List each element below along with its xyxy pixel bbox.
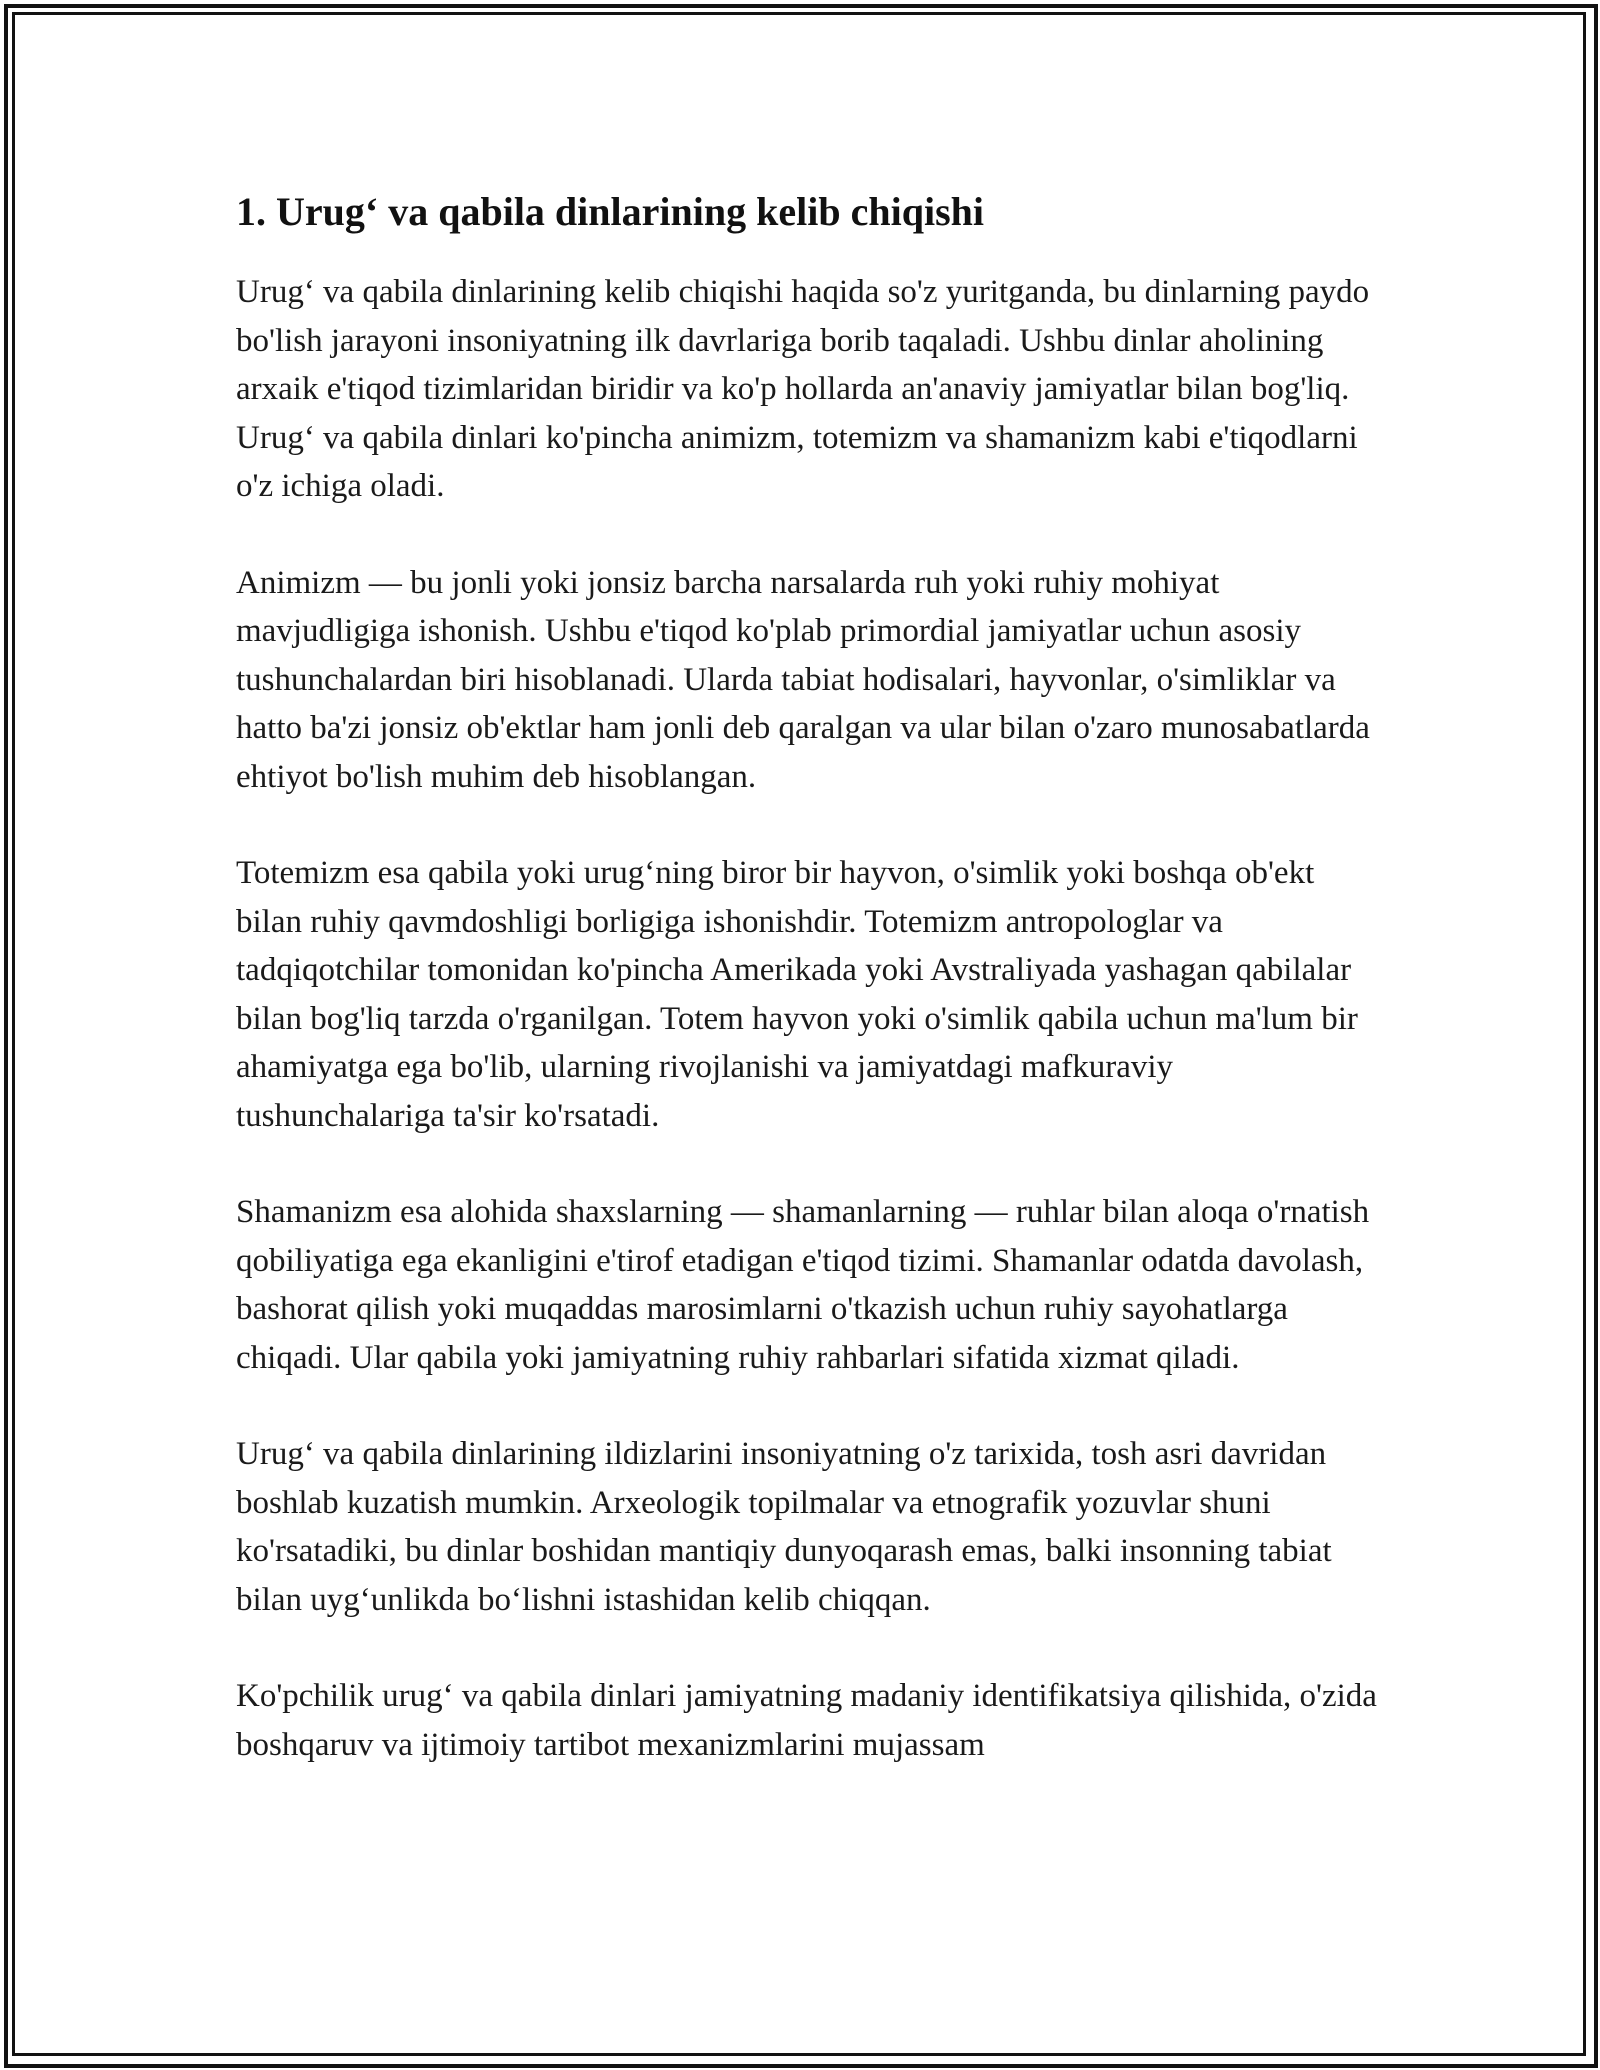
document-body [236, 184, 1386, 1769]
paragraph-cultural-identity: Ko'pchilik urug‘ va qabila dinlari jamiyatning madaniy identifikatsiya qilishida, o'zida boshqaruv va ijtimoiy tartibot mexanizmlarini mujassam [236, 1678, 1377, 1763]
section-heading: 1. Urug‘ va qabila dinlarining kelib chiqishi [236, 189, 984, 234]
paragraph-animism: Animizm — bu jonli yoki jonsiz barcha narsalarda ruh yoki ruhiy mohiyat mavjudligiga ishonish. Ushbu e'tiqod ko'plab primordial jamiyatlar uchun asosiy tushunchalardan biri hisoblanadi. Ularda tabiat hodisalari, hayvonlar, o'simliklar va hatto ba'zi jonsiz ob'ektlar ham jonli deb qaralgan va ular bilan o'zaro munosabatlarda ehtiyot bo'lish muhim deb hisoblangan. [236, 564, 1370, 795]
paragraph-shamanism: Shamanizm esa alohida shaxslarning — shamanlarning — ruhlar bilan aloqa o'rnatish qobiliyatiga ega ekanligini e'tirof etadigan e'tiqod tizimi. Shamanlar odatda davolash, bashorat qilish yoki muqaddas marosimlarni o'tkazish uchun ruhiy sayohatlarga chiqadi. Ular qabila yoki jamiyatning ruhiy rahbarlari sifatida xizmat qiladi. [236, 1194, 1370, 1376]
paragraph-origins: Urug‘ va qabila dinlarining kelib chiqishi haqida so'z yuritganda, bu dinlarning paydo bo'lish jarayoni insoniyatning ilk davrlariga borib taqaladi. Ushbu dinlar aholining arxaik e'tiqod tizimlaridan biridir va ko'p hollarda an'anaviy jamiyatlar bilan bog'liq. Urug‘ va qabila dinlari ko'pincha animizm, totemizm va shamanizm kabi e'tiqodlarni o'z ichiga oladi. [236, 274, 1370, 504]
paragraph-totemism: Totemizm esa qabila yoki urug‘ning biror bir hayvon, o'simlik yoki boshqa ob'ekt bilan ruhiy qavmdoshligi borligiga ishonishdir. Totemizm antropologlar va tadqiqotchilar tomonidan ko'pincha Amerikada yoki Avstraliyada yashagan qabilalar bilan bog'liq tarzda o'rganilgan. Totem hayvon yoki o'simlik qabila uchun ma'lum bir ahamiyatga ega bo'lib, ularning rivojlanishi va jamiyatdagi mafkuraviy tushunchalariga ta'sir ko'rsatadi. [236, 855, 1358, 1134]
paragraph-roots: Urug‘ va qabila dinlarining ildizlarini insoniyatning o'z tarixida, tosh asri davridan boshlab kuzatish mumkin. Arxeologik topilmalar va etnografik yozuvlar shuni ko'rsatadiki, bu dinlar boshidan mantiqiy dunyoqarash emas, balki insonning tabiat bilan uyg‘unlikda bo‘lishni istashidan kelib chiqqan. [236, 1436, 1332, 1618]
